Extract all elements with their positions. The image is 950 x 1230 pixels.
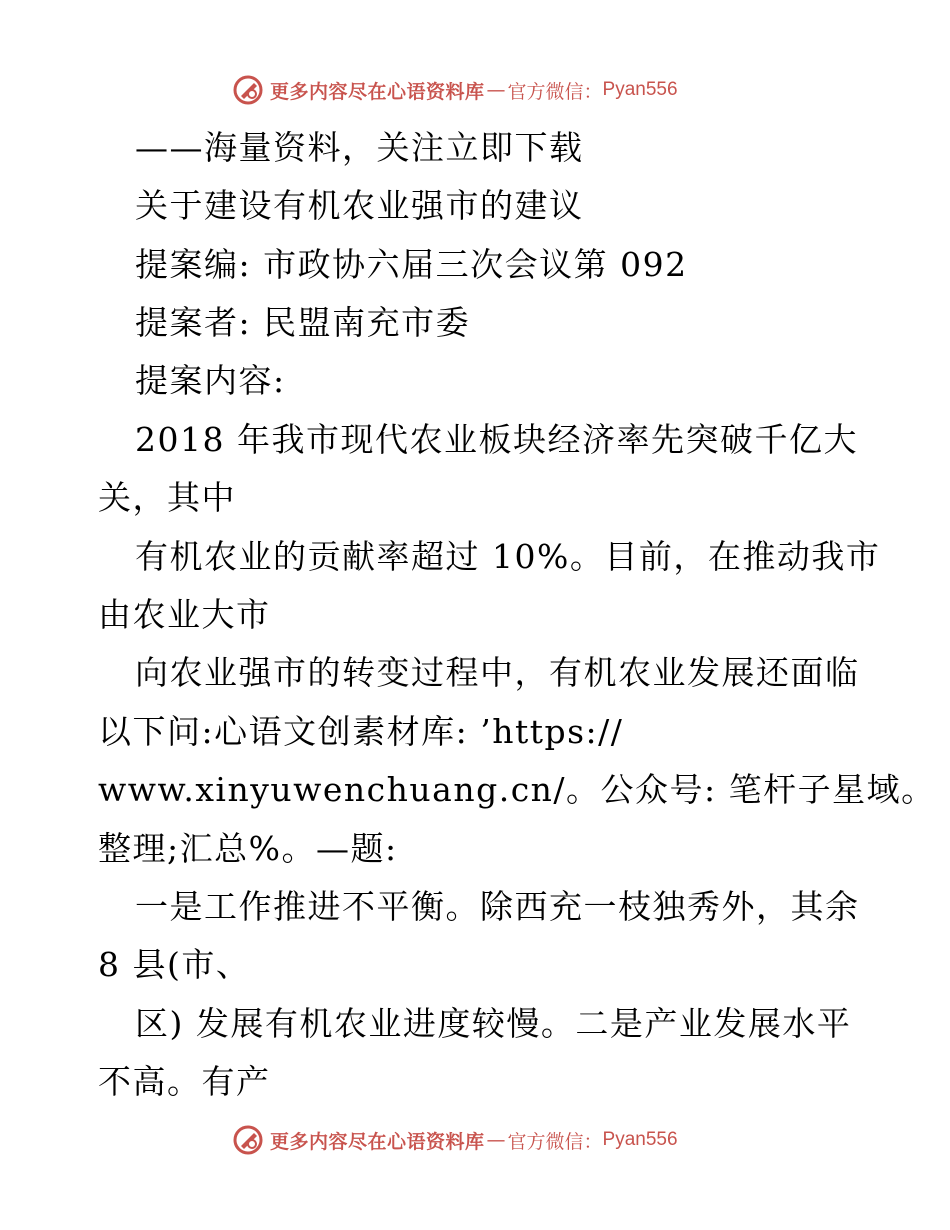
paragraph-line: www.xinyuwenchuang.cn/。公众号: 笔杆子星域。 [98,770,936,809]
watermark-text: 更多内容尽在心语资料库 [270,1130,485,1153]
proposal-content-heading: 提案内容: [135,361,286,400]
watermark-label: 官方微信： [507,1130,603,1153]
paragraph-line: 关，其中 [98,478,236,517]
watermark-wechat-id: Pyan556 [602,1129,678,1150]
paragraph-line: 区) 发展有机农业进度较慢。二是产业发展水平 [135,1004,852,1043]
paragraph-line: 不高。有产 [98,1062,271,1101]
watermark-separator: — [486,1129,506,1151]
slogan-line: ——海量资料，关注立即下载 [135,128,584,167]
proposal-number: 提案编: 市政协六届三次会议第 092 [135,245,688,284]
watermark-text: 更多内容尽在心语资料库 [270,80,485,103]
paragraph-line: 8 县(市、 [98,945,251,984]
paragraph-line: 一是工作推进不平衡。除西充一枝独秀外，其余 [135,887,860,926]
paragraph-line: 由农业大市 [98,595,271,634]
paragraph-line: 整理;汇总%。—题: [98,829,398,868]
proposal-author: 提案者: 民盟南充市委 [135,303,471,342]
paragraph-line: 以下问:心语文创素材库: ’https:// [98,712,624,751]
watermark-wechat-id: Pyan556 [602,79,678,100]
brand-logo-icon [232,74,264,106]
paragraph-line: 有机农业的贡献率超过 10%。目前，在推动我市 [135,537,881,576]
footer-watermark [232,1122,678,1158]
paragraph-line: 2018 年我市现代农业板块经济率先突破千亿大 [135,420,858,459]
document-title: 关于建设有机农业强市的建议 [135,186,584,225]
watermark-separator: — [486,79,506,101]
paragraph-line: 向农业强市的转变过程中，有机农业发展还面临 [135,653,860,692]
watermark-label: 官方微信： [507,80,603,103]
header-watermark [232,72,678,108]
brand-logo-icon [232,1124,264,1156]
